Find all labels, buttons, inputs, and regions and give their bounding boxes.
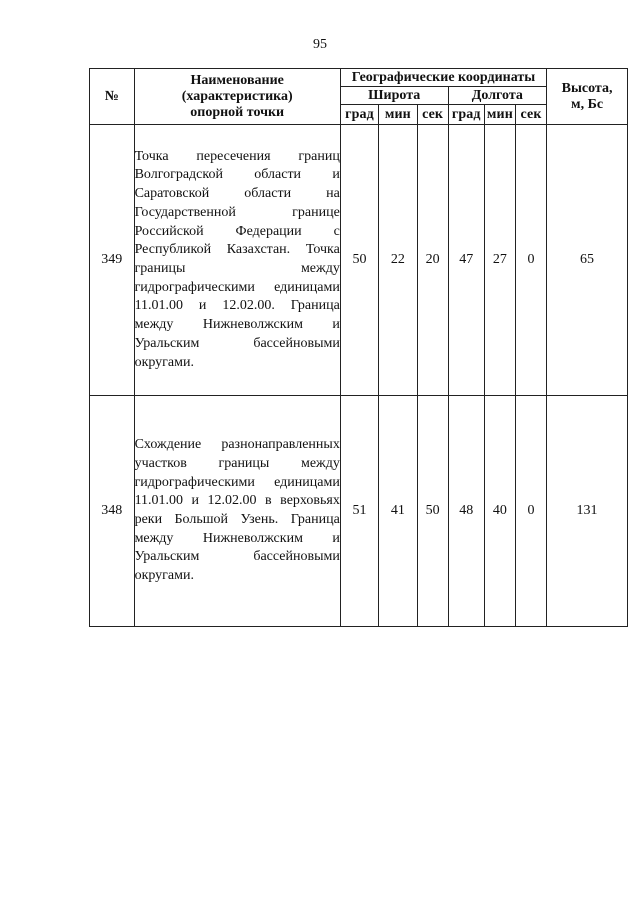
header-lon-sec: сек [515, 105, 546, 125]
row-number: 349 [90, 125, 135, 396]
header-number: № [90, 69, 135, 125]
lon-min-value: 27 [484, 125, 515, 396]
header-longitude: Долгота [448, 87, 546, 105]
lon-deg-value: 48 [448, 396, 484, 627]
table-row [90, 125, 628, 396]
page-number: 95 [313, 37, 327, 52]
header-name-line2: (характеристика) [181, 88, 293, 104]
row-description [134, 125, 340, 396]
lat-deg-value: 50 [340, 125, 378, 396]
header-lat-deg: град [340, 105, 378, 125]
header-name [134, 69, 340, 125]
header-geo-coordinates: Географические координаты [340, 69, 546, 87]
header-height-line2: м, Бс [571, 96, 604, 112]
lat-min-value: 41 [379, 396, 417, 627]
row-description [134, 396, 340, 627]
height-value: 131 [547, 396, 628, 627]
header-name-line3: опорной точки [190, 104, 285, 120]
header-lon-min: мин [484, 105, 515, 125]
header-lat-min: мин [379, 105, 417, 125]
header-lon-deg: град [448, 105, 484, 125]
lat-sec-value: 20 [417, 125, 448, 396]
lon-sec-value: 0 [515, 125, 546, 396]
row-number: 348 [90, 396, 135, 627]
lat-deg-value: 51 [340, 396, 378, 627]
header-height-line1: Высота, [561, 80, 613, 96]
lon-deg-value: 47 [448, 125, 484, 396]
lon-min-value: 40 [484, 396, 515, 627]
height-value: 65 [547, 125, 628, 396]
row-description-text: Схождение разнонаправленных участков границы между гидрографическими единицами 11.01.00 и 12.02.00 в верховьях реки Большой Узень. Граница между Нижневолжским и Уральским бассейновыми округами. [134, 437, 340, 584]
header-height [547, 69, 628, 125]
lat-min-value: 22 [379, 125, 417, 396]
header-latitude: Широта [340, 87, 448, 105]
lat-sec-value: 50 [417, 396, 448, 627]
row-description-text: Точка пересечения границ Волгоградской области и Саратовской области на Государственной границе Российской Федерации с Республикой Казахстан. Точка границы между гидрографическими единицами 11.01.00 и 12.02.00. Граница между Нижневолжским и Уральским бассейновыми округами. [134, 148, 340, 370]
table-row [90, 396, 628, 627]
reference-points-table [89, 68, 628, 627]
lon-sec-value: 0 [515, 396, 546, 627]
header-lat-sec: сек [417, 105, 448, 125]
header-name-line1: Наименование [190, 72, 284, 88]
